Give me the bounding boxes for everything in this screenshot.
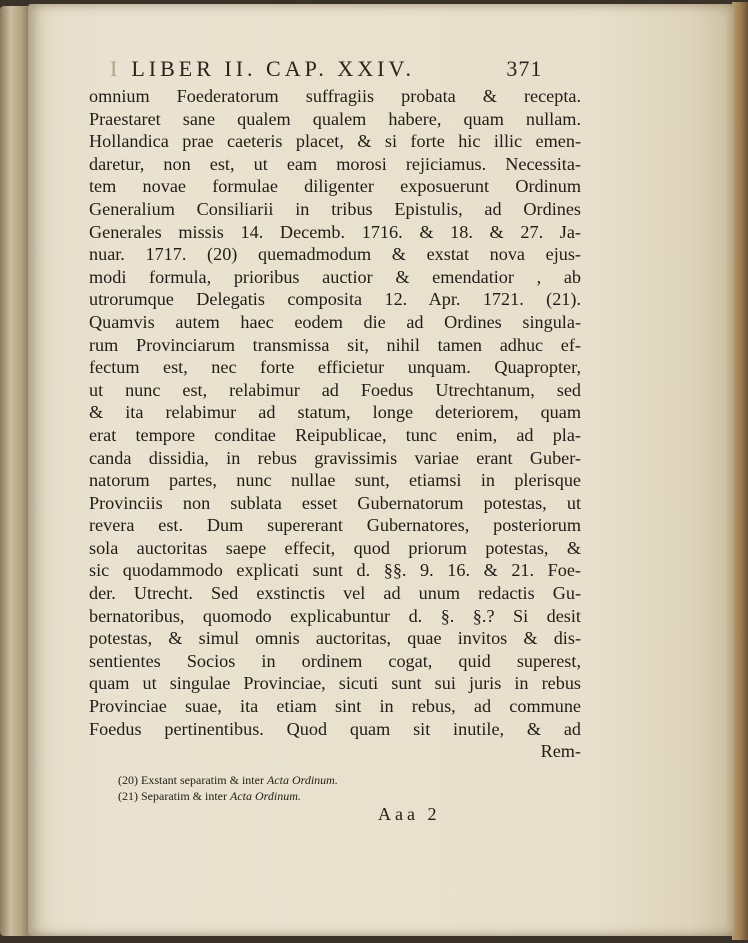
- text-line: fectum est, nec forte efficietur unquam. Quapropter,: [89, 357, 581, 378]
- text-line: Quamvis autem haec eodem die ad Ordines singula-: [89, 311, 581, 332]
- text-line: bernatoribus, quomodo explicabuntur d. §. §.? Si desit: [89, 605, 581, 626]
- footnote: [118, 788, 538, 804]
- text-line: Foedus pertinentibus. Quod quam sit inutile, & ad: [89, 718, 581, 739]
- left-page-edge: [0, 6, 30, 936]
- text-line: canda dissidia, in rebus gravissimis variae erant Guber-: [89, 447, 581, 468]
- text-line: Generales missis 14. Decemb. 1716. & 18. & 27. Ja-: [89, 221, 581, 242]
- header-marker: I: [110, 56, 122, 81]
- text-line: erat tempore conditae Reipublicae, tunc enim, ad pla-: [89, 424, 581, 445]
- footnote-text: Separatim & inter: [141, 789, 227, 803]
- text-line: sola auctoritas saepe effecit, quod priorum potestas, &: [89, 537, 581, 558]
- text-line: Provinciae suae, ita etiam sint in rebus, ad commune: [89, 696, 581, 717]
- text-line: & ita relabimur ad statum, longe deteriorem, quam: [89, 402, 581, 423]
- catchword: Rem-: [540, 741, 581, 762]
- text-line: Generalium Consiliarii in tribus Epistulis, ad Ordines: [89, 198, 581, 219]
- text-line: tem novae formulae diligenter exposuerunt Ordinum: [89, 176, 581, 197]
- text-line: quam ut singulae Provinciae, sicuti sunt sui juris in rebus: [89, 673, 581, 694]
- text-line: nuar. 1717. (20) quemadmodum & exstat nova ejus-: [89, 244, 581, 265]
- text-line: Praestaret sane qualem qualem habere, quam nullam.: [89, 108, 581, 129]
- text-line: sic quodammodo explicati sunt d. §§. 9. 16. & 21. Foe-: [89, 560, 581, 581]
- footnotes: [118, 772, 538, 804]
- text-line: sentientes Socios in ordinem cogat, quid superest,: [89, 650, 581, 671]
- text-line: utrorumque Delegatis composita 12. Apr. 1721. (21).: [89, 289, 581, 310]
- footnote-italic: Acta Ordinum.: [229, 789, 301, 803]
- footnote-text: Exstant separatim & inter: [141, 773, 264, 787]
- page-number: 371: [506, 56, 543, 81]
- text-line: revera est. Dum supererant Gubernatores, posteriorum: [89, 515, 581, 536]
- text-line: Provinciis non sublata esset Gubernatorum potestas, ut: [89, 492, 581, 513]
- text-line: potestas, & simul omnis auctoritas, quae invitos & dis-: [89, 628, 581, 649]
- footnote-mark: (20): [118, 773, 138, 787]
- text-line: der. Utrecht. Sed exstinctis vel ad unum redactis Gu-: [89, 583, 581, 604]
- text-line: daretur, non est, ut eam morosi rejiciamus. Necessita-: [89, 153, 581, 174]
- footnote-mark: (21): [118, 789, 138, 803]
- right-book-edge: [732, 2, 748, 940]
- text-line: ut nunc est, relabimur ad Foedus Utrechtanum, sed: [89, 379, 581, 400]
- body-text: [89, 85, 581, 763]
- text-line: modi formula, prioribus auctior & emendatior , ab: [89, 266, 581, 287]
- running-head: [110, 56, 600, 82]
- signature-mark: Aaa 2: [378, 804, 441, 824]
- page-title: LIBER II. CAP. XXIV.: [131, 56, 416, 81]
- text-line: natorum partes, nunc nullae sunt, etiamsi in plerisque: [89, 470, 581, 491]
- text-line: omnium Foederatorum suffragiis probata & recepta.: [89, 86, 581, 106]
- footnote-italic: Acta Ordinum.: [266, 773, 338, 787]
- footnote: [118, 772, 538, 788]
- text-line: Hollandica prae caeteris placet, & si forte hic illic emen-: [89, 131, 581, 152]
- text-line: rum Provinciarum transmissa sit, nihil tamen adhuc ef-: [89, 334, 581, 355]
